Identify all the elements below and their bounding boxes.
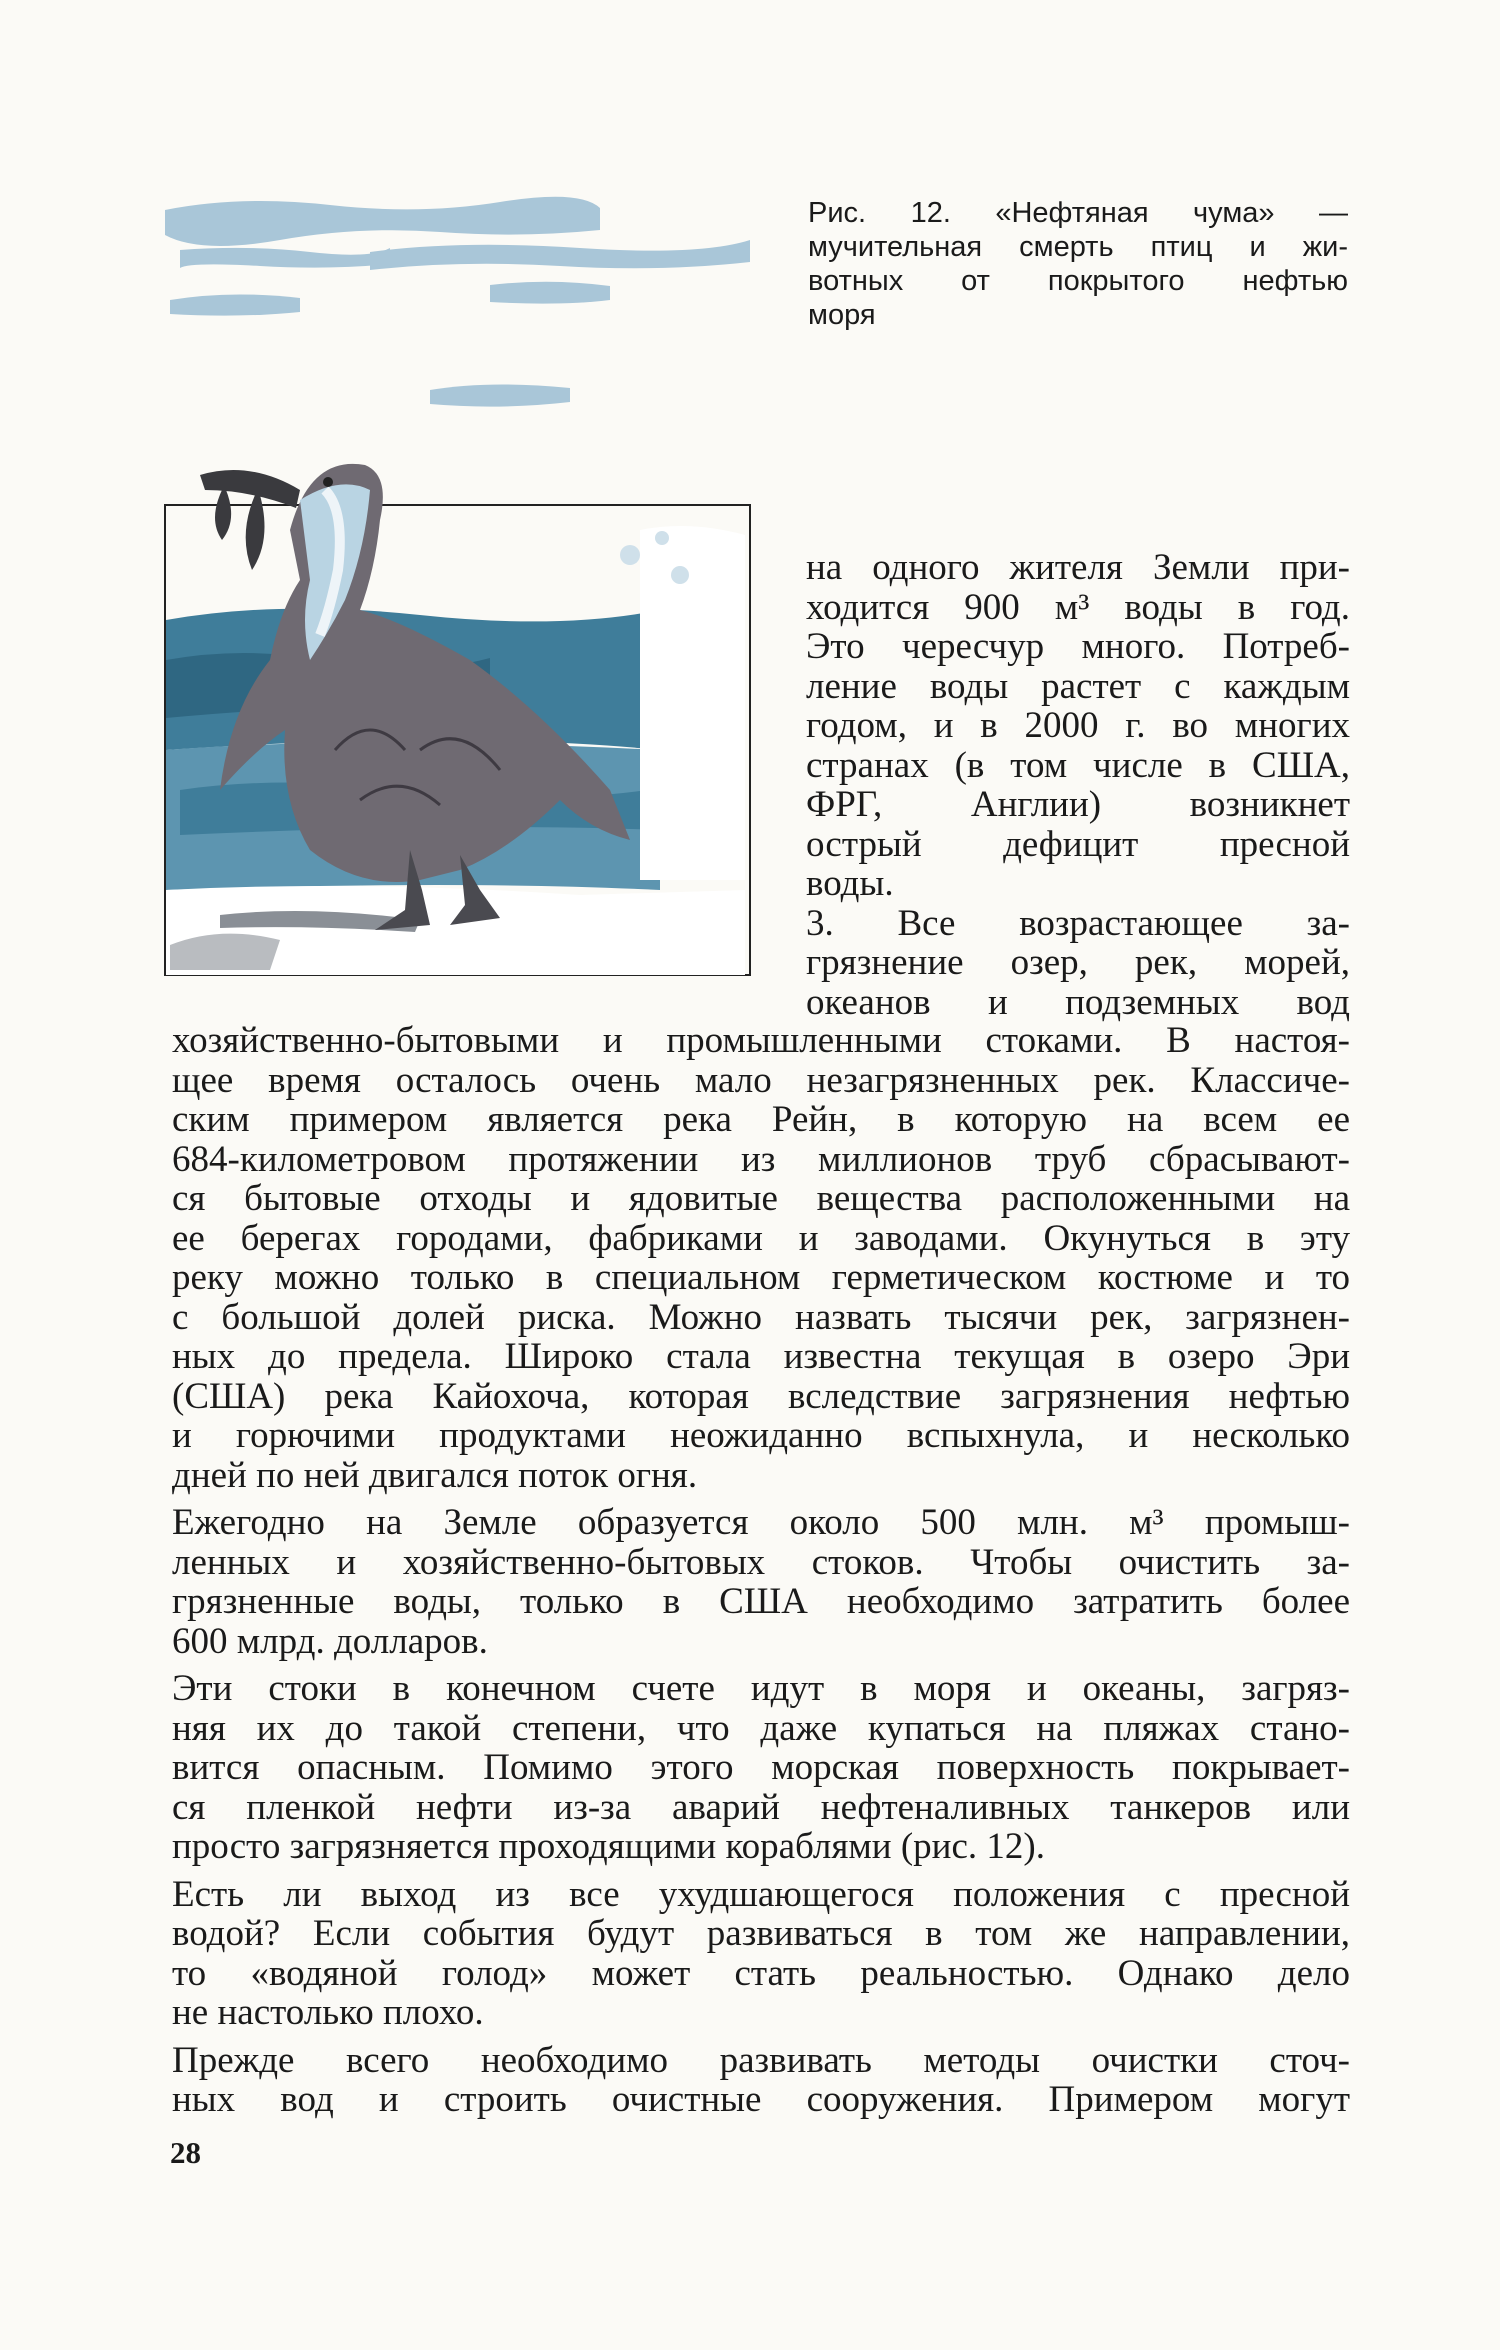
text-line: острый дефицит пресной — [806, 823, 1350, 865]
text-line: 600 млрд. долларов. — [172, 1620, 488, 1662]
text-line: странах (в том числе в США, — [806, 744, 1350, 786]
text-line: (США) река Кайохоча, которая вследствие загрязнения нефтью — [172, 1375, 1350, 1417]
text-line: ся бытовые отходы и ядовитые вещества расположенными на — [172, 1178, 1350, 1219]
text-line: ся пленкой нефти из-за аварий нефтеналивных танкеров или — [172, 1786, 1350, 1828]
text-line: хозяйственно-бытовыми и промышленными стоками. В настоя- — [172, 1020, 1350, 1061]
text-line: ским примером является река Рейн, в которую на всем ее — [172, 1099, 1350, 1140]
text-line: Прежде всего необходимо развивать методы очистки сточ- — [172, 2039, 1350, 2081]
paragraph — [172, 1669, 1350, 1867]
side-text-column — [806, 548, 1350, 1022]
main-text-body — [172, 1021, 1350, 2120]
paragraph — [172, 1875, 1350, 2033]
paragraph — [172, 2041, 1350, 2120]
text-line: не настолько плохо. — [172, 1992, 484, 2033]
text-line: ных вод и строить очистные сооружения. Примером могут — [172, 2079, 1350, 2120]
text-line: просто загрязняется проходящими кораблями (рис. 12). — [172, 1826, 1045, 1867]
text-line: 684-километровом протяжении из миллионов труб сбрасывают- — [172, 1138, 1350, 1180]
text-line: Эти стоки в конечном счете идут в моря и океаны, загряз- — [172, 1668, 1350, 1709]
page-number: 28 — [170, 2135, 201, 2170]
text-line: ФРГ, Англии) возникнет — [806, 784, 1350, 825]
caption-line: вотных от покрытого нефтью — [808, 265, 1348, 297]
text-line: дней по ней двигался поток огня. — [172, 1454, 698, 1496]
text-line: вится опасным. Помимо этого морская поверхность покрывает- — [172, 1747, 1350, 1788]
paragraph — [172, 1503, 1350, 1661]
text-line: и горючими продуктами неожиданно вспыхнула, и несколько — [172, 1415, 1350, 1456]
paragraph — [172, 1021, 1350, 1495]
text-line: реку можно только в специальном герметическом костюме и то — [172, 1257, 1350, 1298]
text-line: на одного жителя Земли при- — [806, 547, 1350, 588]
caption-line: Рис. 12. «Нефтяная чума» — — [808, 197, 1348, 229]
oil-plague-bird-illustration — [160, 190, 760, 990]
text-line: ленных и хозяйственно-бытовых стоков. Чтобы очистить за- — [172, 1541, 1350, 1583]
text-line: Есть ли выход из все ухудшающегося положения с пресной — [172, 1873, 1350, 1915]
text-line: ных до предела. Широко стала известна текущая в озеро Эри — [172, 1336, 1350, 1377]
text-line: ходится 900 м³ воды в год. — [806, 586, 1350, 628]
text-line: ее берегах городами, фабриками и заводами. Окунуться в эту — [172, 1217, 1350, 1259]
text-line: годом, и в 2000 г. во многих — [806, 705, 1350, 746]
text-line: щее время осталось очень мало незагрязненных рек. Классиче- — [172, 1059, 1350, 1101]
text-line: Ежегодно на Земле образуется около 500 млн. м³ промыш- — [172, 1502, 1350, 1543]
text-line: няя их до такой степени, что даже купаться на пляжах стано- — [172, 1707, 1350, 1749]
figure-illustration — [160, 190, 760, 990]
text-line: воды. — [806, 863, 894, 904]
caption-line: мучительная смерть птиц и жи- — [808, 231, 1348, 263]
text-line: грязнение озер, рек, морей, — [806, 942, 1350, 983]
text-line: океанов и подземных вод — [806, 981, 1350, 1023]
figure-caption — [808, 196, 1348, 332]
caption-line: моря — [808, 299, 876, 331]
text-line: водой? Если события будут развиваться в том же направлении, — [172, 1913, 1350, 1954]
text-line: ление воды растет с каждым — [806, 665, 1350, 707]
text-line: с большой долей риска. Можно назвать тысячи рек, загрязнен- — [172, 1296, 1350, 1338]
text-line: Это чересчур много. Потреб- — [806, 626, 1350, 667]
text-line: грязненные воды, только в США необходимо затратить более — [172, 1581, 1350, 1622]
cloud-strokes — [165, 197, 750, 407]
text-line: то «водяной голод» может стать реальностью. Однако дело — [172, 1952, 1350, 1994]
text-line: 3. Все возрастающее за- — [806, 902, 1350, 944]
